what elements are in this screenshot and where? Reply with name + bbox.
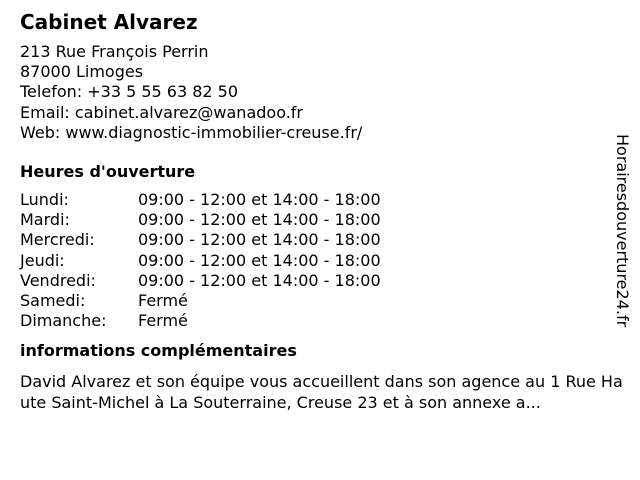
hours-row-tuesday [20,210,381,230]
day-hours: Fermé [138,291,188,311]
hours-row-thursday [20,251,381,271]
day-hours: Fermé [138,311,188,331]
day-label: Lundi: [20,190,69,210]
business-name: Cabinet Alvarez [20,10,198,34]
day-label: Jeudi: [20,250,65,270]
day-label: Mardi: [20,210,70,230]
additional-info-heading: informations complémentaires [20,341,297,361]
hours-row-monday [20,190,381,210]
business-card [20,9,632,413]
hours-row-friday [20,271,381,291]
hours-row-sunday [20,311,381,331]
address-line-1: 213 Rue François Perrin [20,42,209,61]
day-hours: 09:00 - 12:00 et 14:00 - 18:00 [138,230,381,250]
day-hours: 09:00 - 12:00 et 14:00 - 18:00 [138,190,381,210]
opening-hours-table [20,190,381,331]
day-hours: 09:00 - 12:00 et 14:00 - 18:00 [138,210,381,230]
day-label: Vendredi: [20,270,96,290]
day-label: Dimanche: [20,311,107,331]
hours-row-wednesday [20,230,381,250]
opening-hours-heading: Heures d'ouverture [20,162,196,182]
phone-line: Telefon: +33 5 55 63 82 50 [20,82,239,102]
day-hours: 09:00 - 12:00 et 14:00 - 18:00 [138,270,381,290]
web-line: Web: www.diagnostic-immobilier-creuse.fr/ [20,122,363,142]
address-line-2: 87000 Limoges [20,62,144,82]
email-line: Email: cabinet.alvarez@wanadoo.fr [20,102,303,122]
hours-row-saturday [20,291,381,311]
day-hours: 09:00 - 12:00 et 14:00 - 18:00 [138,250,381,270]
day-label: Mercredi: [20,230,95,250]
additional-info-text: David Alvarez et son équipe vous accueillent dans son agence au 1 Rue Haute Saint-Michel à La Souterraine, Creuse 23 et à son annexe a... [20,372,623,413]
site-watermark: Horairesdouverture24.fr [613,134,632,328]
day-label: Samedi: [20,291,86,311]
